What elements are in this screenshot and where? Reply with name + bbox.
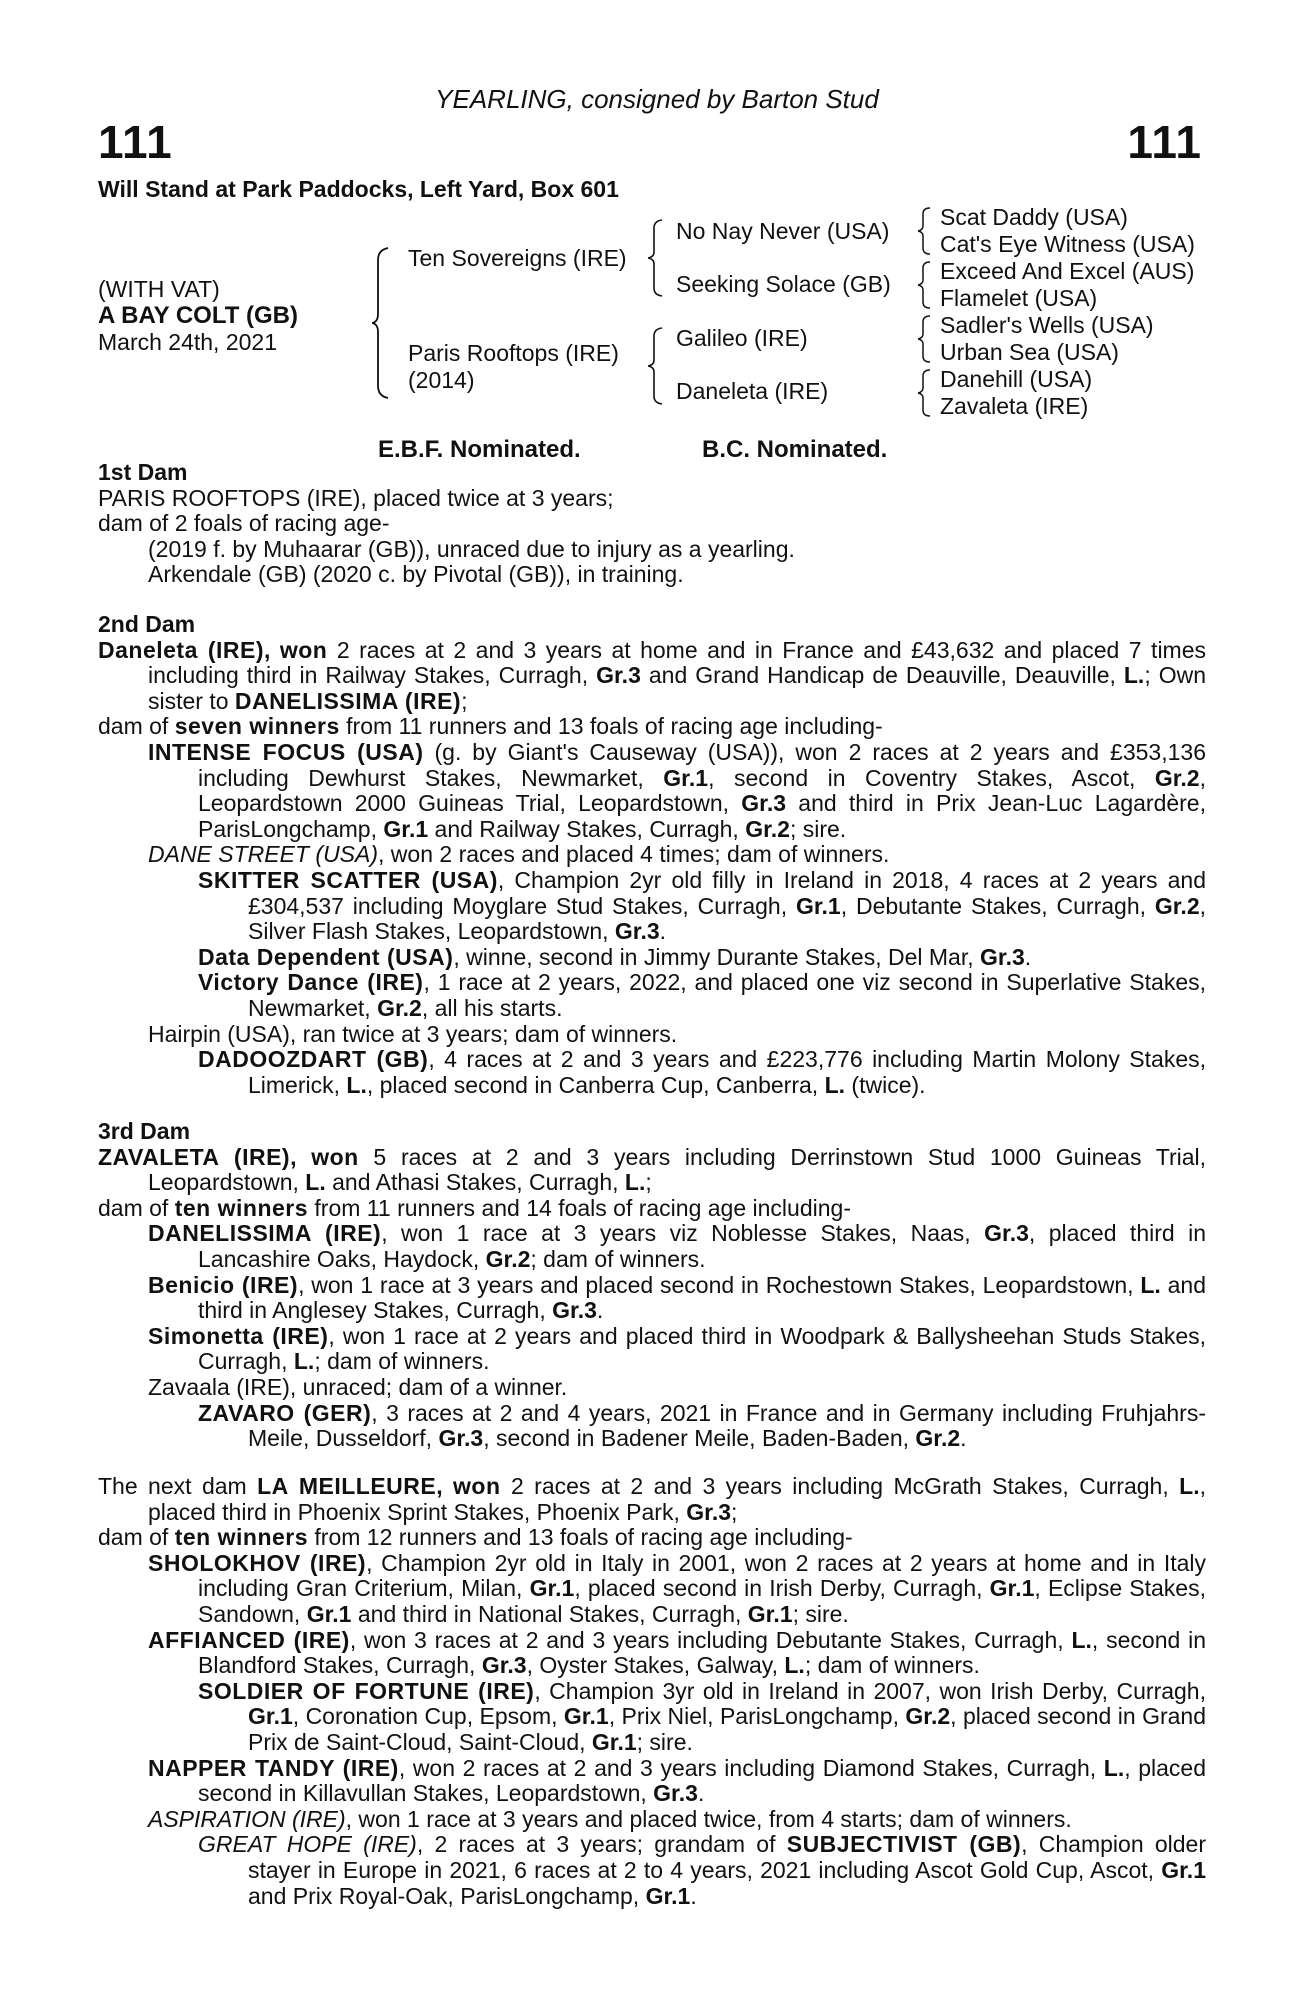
produce-entry: ASPIRATION (IRE), won 1 race at 3 years and placed twice, from 4 starts; dam of winners.: [148, 1805, 1072, 1832]
pedigree-sds: Exceed And Excel (AUS): [940, 258, 1195, 284]
pedigree-dds: Danehill (USA): [940, 366, 1093, 392]
ebf-nominated: E.B.F. Nominated.: [378, 436, 581, 463]
pedigree-ssd: Cat's Eye Witness (USA): [940, 231, 1195, 257]
produce-entry: Hairpin (USA), ran twice at 3 years; dam of winners.: [148, 1020, 678, 1047]
produce-entry: INTENSE FOCUS (USA) (g. by Giant's Causeway (USA)), won 2 races at 2 years and £353,136 including Dewhurst Stakes, Newmarket, Gr.1, second in Coventry Stakes, Ascot, Gr.2, Leopardstown 2000 Guineas Trial, Leopardstown, Gr.3 and third in Prix Jean-Luc Lagardère, ParisLongchamp, Gr.1 and Railway Stakes, Curragh, Gr.2; sire.: [148, 738, 1206, 842]
first-dam-foal: Arkendale (GB) (2020 c. by Pivotal (GB)), in training.: [148, 561, 684, 588]
dam-of-line: dam of ten winners from 12 runners and 13 foals of racing age including-: [98, 1524, 853, 1551]
pedigree-sire-sire: No Nay Never (USA): [676, 218, 890, 244]
dam-of-line: dam of seven winners from 11 runners and 13 foals of racing age including-: [98, 713, 883, 740]
bracket-dd: [918, 368, 932, 418]
bracket-sire: [648, 218, 664, 298]
third-dam-heading: 3rd Dam: [98, 1118, 191, 1144]
stand-location: Will Stand at Park Paddocks, Left Yard, Box 601: [98, 176, 619, 202]
first-dam-line: PARIS ROOFTOPS (IRE), placed twice at 3 years;: [98, 484, 614, 511]
bracket-sd: [918, 260, 932, 310]
bracket-ds: [918, 314, 932, 364]
bracket-ss: [918, 206, 932, 256]
pedigree-sss: Scat Daddy (USA): [940, 204, 1128, 230]
pedigree-sdd: Flamelet (USA): [940, 285, 1098, 311]
produce-entry: ZAVARO (GER), 3 races at 2 and 4 years, 2021 in France and in Germany including Fruhjahrs-Meile, Dusseldorf, Gr.3, second in Badener Meile, Baden-Baden, Gr.2.: [198, 1399, 1206, 1452]
second-dam-entry: Daneleta (IRE), won 2 races at 2 and 3 years at home and in France and £43,632 and placed 7 times including third in Railway Stakes, Curragh, Gr.3 and Grand Handicap de Deauville, Deauville, L.; Own sister to DANELISSIMA (IRE);: [98, 636, 1207, 714]
horse-name: A BAY COLT (GB): [98, 302, 299, 329]
first-dam-heading: 1st Dam: [98, 459, 188, 485]
third-dam-section: [98, 1119, 1206, 1452]
pedigree-dss: Sadler's Wells (USA): [940, 312, 1154, 338]
first-dam-section: [98, 460, 1206, 588]
next-dam-entry: The next dam LA MEILLEURE, won 2 races at 2 and 3 years including McGrath Stakes, Curragh, L., placed third in Phoenix Sprint Stakes, Phoenix Park, Gr.3;: [98, 1473, 1206, 1525]
bracket-dam: [648, 326, 664, 406]
produce-entry: DADOOZDART (GB), 4 races at 2 and 3 years and £223,776 including Martin Molony Stakes, Limerick, L., placed second in Canberra Cup, Canberra, L. (twice).: [198, 1046, 1207, 1098]
next-dam-section: [98, 1474, 1206, 1909]
produce-entry: Simonetta (IRE), won 1 race at 2 years and placed third in Woodpark & Ballysheehan Studs Stakes, Curragh, L.; dam of winners.: [148, 1322, 1206, 1375]
produce-entry: NAPPER TANDY (IRE), won 2 races at 2 and 3 years including Diamond Stakes, Curragh, L., placed second in Killavullan Stakes, Leopardstown, Gr.3.: [148, 1754, 1206, 1807]
vat-note: (WITH VAT): [98, 276, 220, 302]
consignment-heading: YEARLING, consigned by Barton Stud: [435, 84, 879, 114]
bc-nominated: B.C. Nominated.: [702, 436, 888, 463]
third-dam-entry: ZAVALETA (IRE), won 5 races at 2 and 3 years including Derrinstown Stud 1000 Guineas Trial, Leopardstown, L. and Athasi Stakes, Curragh, L.;: [98, 1143, 1207, 1196]
pedigree-dam-year: (2014): [408, 367, 475, 393]
first-dam-line: dam of 2 foals of racing age-: [98, 510, 390, 537]
produce-entry: DANE STREET (USA), won 2 races and placed 4 times; dam of winners.: [148, 841, 890, 868]
produce-entry: SKITTER SCATTER (USA), Champion 2yr old filly in Ireland in 2018, 4 races at 2 years and £304,537 including Moyglare Stud Stakes, Curragh, Gr.1, Debutante Stakes, Curragh, Gr.2, Silver Flash Stakes, Leopardstown, Gr.3.: [198, 866, 1207, 945]
pedigree-sire: Ten Sovereigns (IRE): [408, 245, 627, 271]
pedigree-dam: Paris Rooftops (IRE): [408, 340, 619, 366]
pedigree-dsd: Urban Sea (USA): [940, 339, 1119, 365]
produce-entry: Data Dependent (USA), winne, second in Jimmy Durante Stakes, Del Mar, Gr.3.: [198, 943, 1032, 970]
bracket-main: [372, 246, 392, 400]
dam-of-line: dam of ten winners from 11 runners and 14 foals of racing age including-: [98, 1194, 851, 1221]
second-dam-heading: 2nd Dam: [98, 611, 196, 637]
lot-number-left: 111: [98, 116, 173, 168]
lot-number-right: 111: [1127, 116, 1202, 168]
produce-entry: Benicio (IRE), won 1 race at 3 years and placed second in Rochestown Stakes, Leopardstown, L. and third in Anglesey Stakes, Curragh, Gr.3.: [148, 1271, 1206, 1324]
produce-entry: SOLDIER OF FORTUNE (IRE), Champion 3yr old in Ireland in 2007, won Irish Derby, Curragh, Gr.1, Coronation Cup, Epsom, Gr.1, Prix Niel, ParisLongchamp, Gr.2, placed second in Grand Prix de Saint-Cloud, Saint-Cloud, Gr.1; sire.: [198, 1677, 1206, 1755]
pedigree-sire-dam: Seeking Solace (GB): [676, 271, 891, 297]
pedigree-ddd: Zavaleta (IRE): [940, 393, 1089, 419]
pedigree-dam-sire: Galileo (IRE): [676, 325, 808, 351]
produce-entry: AFFIANCED (IRE), won 3 races at 2 and 3 years including Debutante Stakes, Curragh, L., second in Blandford Stakes, Curragh, Gr.3, Oyster Stakes, Galway, L.; dam of winners.: [148, 1626, 1206, 1679]
produce-entry: DANELISSIMA (IRE), won 1 race at 3 years viz Noblesse Stakes, Naas, Gr.3, placed third in Lancashire Oaks, Haydock, Gr.2; dam of winners.: [148, 1220, 1207, 1272]
pedigree-dam-dam: Daneleta (IRE): [676, 378, 829, 404]
second-dam-section: [98, 612, 1206, 1098]
horse-dob: March 24th, 2021: [98, 329, 278, 355]
produce-entry: SHOLOKHOV (IRE), Champion 2yr old in Italy in 2001, won 2 races at 2 years at home and in Italy including Gran Criterium, Milan, Gr.1, placed second in Irish Derby, Curragh, Gr.1, Eclipse Stakes, Sandown, Gr.1 and third in National Stakes, Curragh, Gr.1; sire.: [148, 1549, 1206, 1627]
produce-entry: GREAT HOPE (IRE), 2 races at 3 years; grandam of SUBJECTIVIST (GB), Champion older stayer in Europe in 2021, 6 races at 2 to 4 years, 2021 including Ascot Gold Cup, Ascot, Gr.1 and Prix Royal-Oak, ParisLongchamp, Gr.1.: [198, 1831, 1206, 1909]
produce-entry: Zavaala (IRE), unraced; dam of a winner.: [148, 1373, 568, 1400]
produce-entry: Victory Dance (IRE), 1 race at 2 years, 2022, and placed one viz second in Superlative Stakes, Newmarket, Gr.2, all his starts.: [198, 969, 1206, 1021]
first-dam-foal: (2019 f. by Muhaarar (GB)), unraced due to injury as a yearling.: [148, 535, 795, 562]
